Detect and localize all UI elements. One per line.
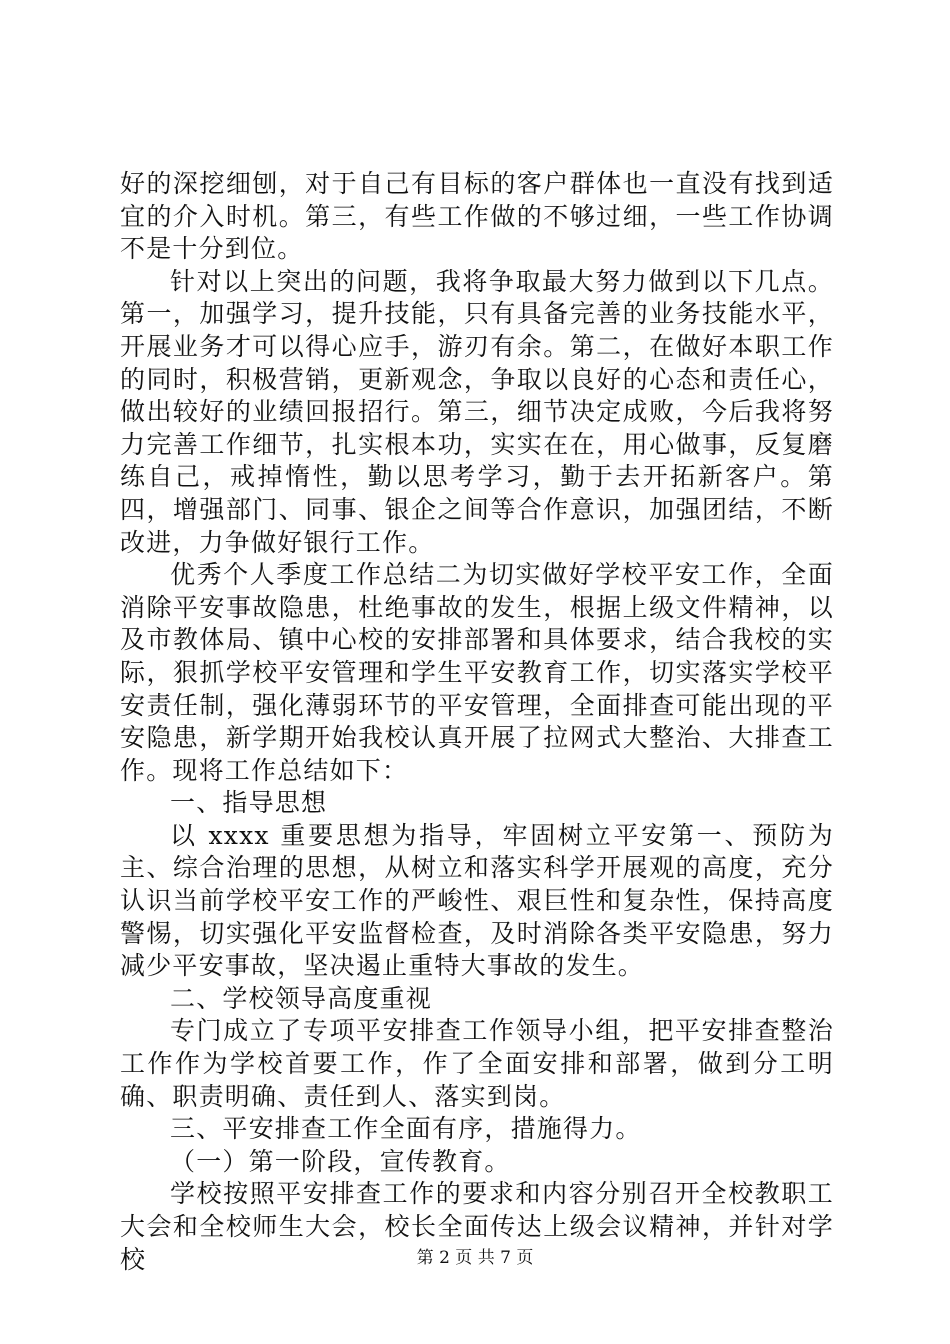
document-body: [120, 168, 834, 1276]
paragraph-2: 针对以上突出的问题，我将争取最大努力做到以下几点。第一，加强学习，提升技能，只有具备完善的业务技能水平，开展业务才可以得心应手，游刃有余。第二，在做好本职工作的同时，积极营销，更新观念，争取以良好的心态和责任心，做出较好的业绩回报招行。第三，细节决定成败，今后我将努力完善工作细节，扎实根本功，实实在在，用心做事，反复磨练自己，戒掉惰性，勤以思考学习，勤于去开拓新客户。第四，增强部门、同事、银企之间等合作意识，加强团结，不断改进，力争做好银行工作。: [120, 266, 834, 557]
paragraph-1: 好的深挖细刨，对于自己有目标的客户群体也一直没有找到适宜的介入时机。第三，有些工作做的不够过细，一些工作协调不是十分到位。: [120, 169, 834, 264]
paragraph-4: 以 xxxx 重要思想为指导，牢固树立平安第一、预防为主、综合治理的思想，从树立和落实科学开展观的高度，充分认识当前学校平安工作的严峻性、艰巨性和复杂性，保持高度警惕，切实强化平安监督检查，及时消除各类平安隐患，努力减少平安事故，坚决遏止重特大事故的发生。: [120, 820, 834, 981]
section-heading-3: 三、平安排查工作全面有序，措施得力。: [170, 1114, 642, 1144]
paragraph-6: 学校按照平安排查工作的要求和内容分别召开全校教职工大会和全校师生大会，校长全面传达上级会议精神，并针对学校: [120, 1179, 834, 1274]
subsection-heading-1: （一）第一阶段，宣传教育。: [170, 1146, 511, 1176]
section-heading-1: 一、指导思想: [170, 788, 328, 818]
paragraph-5: 专门成立了专项平安排查工作领导小组，把平安排查整治工作作为学校首要工作，作了全面安排和部署，做到分工明确、职责明确、责任到人、落实到岗。: [120, 1016, 834, 1111]
section-heading-2: 二、学校领导高度重视: [170, 983, 433, 1013]
paragraph-3: 优秀个人季度工作总结二为切实做好学校平安工作，全面消除平安事故隐患，杜绝事故的发生，根据上级文件精神，以及市教体局、镇中心校的安排部署和具体要求，结合我校的实际，狠抓学校平安管理和学生平安教育工作，切实落实学校平安责任制，强化薄弱环节的平安管理，全面排查可能出现的平安隐患，新学期开始我校认真开展了拉网式大整治、大排查工作。现将工作总结如下：: [120, 560, 834, 785]
page-number-footer: 第 2 页 共 7 页: [416, 1248, 534, 1268]
